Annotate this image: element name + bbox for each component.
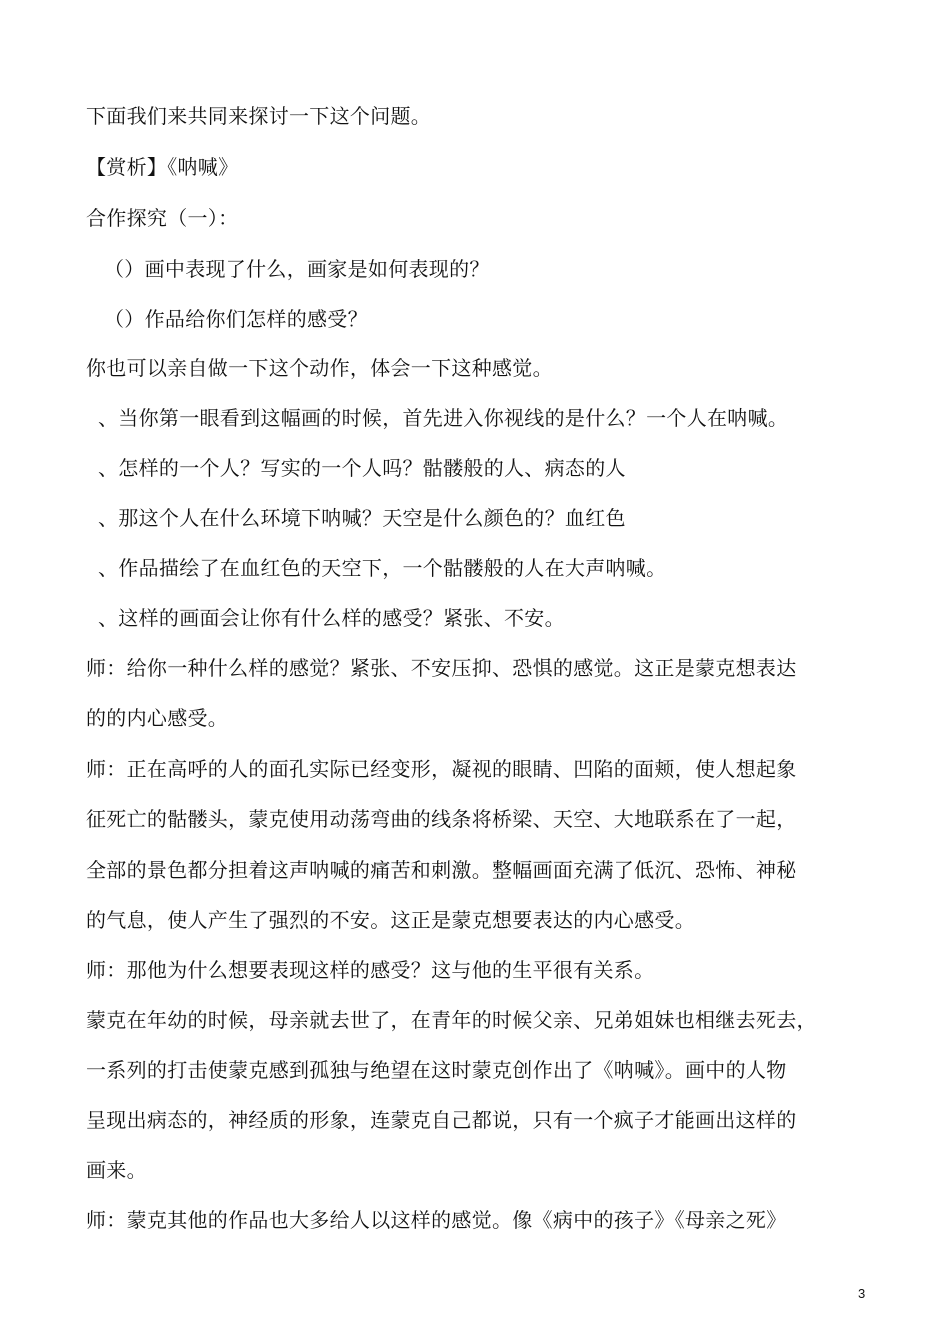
list-item: 、这样的画面会让你有什么样的感受？紧张、不安。: [98, 606, 565, 630]
text-line: 一系列的打击使蒙克感到孤独与绝望在这时蒙克创作出了《呐喊》。画中的人物: [86, 1058, 787, 1082]
text-line: 画来。: [86, 1158, 147, 1182]
text-line: 下面我们来共同来探讨一下这个问题。: [86, 104, 432, 128]
text-line: 师：给你一种什么样的感觉？紧张、不安压抑、恐惧的感觉。这正是蒙克想表达: [86, 656, 797, 680]
text-line: 师：那他为什么想要表现这样的感受？这与他的生平很有关系。: [86, 958, 655, 982]
text-line: 师：蒙克其他的作品也大多给人以这样的感觉。像《病中的孩子》《母亲之死》: [86, 1208, 787, 1232]
page-number: 3: [858, 1286, 866, 1301]
list-item: 、作品描绘了在血红色的天空下，一个骷髅般的人在大声呐喊。: [98, 556, 667, 580]
text-line: 全部的景色都分担着这声呐喊的痛苦和刺激。整幅画面充满了低沉、恐怖、神秘: [86, 858, 797, 882]
list-item: 、当你第一眼看到这幅画的时候，首先进入你视线的是什么？一个人在呐喊。: [98, 406, 789, 430]
text-line: 师：正在高呼的人的面孔实际已经变形，凝视的眼睛、凹陷的面颊，使人想起象: [86, 757, 797, 781]
text-line: 蒙克在年幼的时候，母亲就去世了，在青年的时候父亲、兄弟姐妹也相继去死去，: [86, 1008, 817, 1032]
list-item: 、那这个人在什么环境下呐喊？天空是什么颜色的？血红色: [98, 506, 626, 530]
question-item: （）画中表现了什么，画家是如何表现的？: [104, 257, 490, 281]
list-item: 、怎样的一个人？写实的一个人吗？骷髅般的人、病态的人: [98, 456, 626, 480]
subsection-heading: 合作探究（一）：: [86, 206, 239, 230]
text-line: 的气息，使人产生了强烈的不安。这正是蒙克想要表达的内心感受。: [86, 908, 695, 932]
text-line: 你也可以亲自做一下这个动作，体会一下这种感觉。: [86, 356, 553, 380]
section-heading: 【赏析】《呐喊》: [86, 155, 239, 179]
text-line: 征死亡的骷髅头，蒙克使用动荡弯曲的线条将桥梁、天空、大地联系在了一起，: [86, 807, 797, 831]
question-item: （）作品给你们怎样的感受？: [104, 307, 368, 331]
text-line: 的的内心感受。: [86, 706, 229, 730]
text-line: 呈现出病态的，神经质的形象，连蒙克自己都说，只有一个疯子才能画出这样的: [86, 1108, 797, 1132]
